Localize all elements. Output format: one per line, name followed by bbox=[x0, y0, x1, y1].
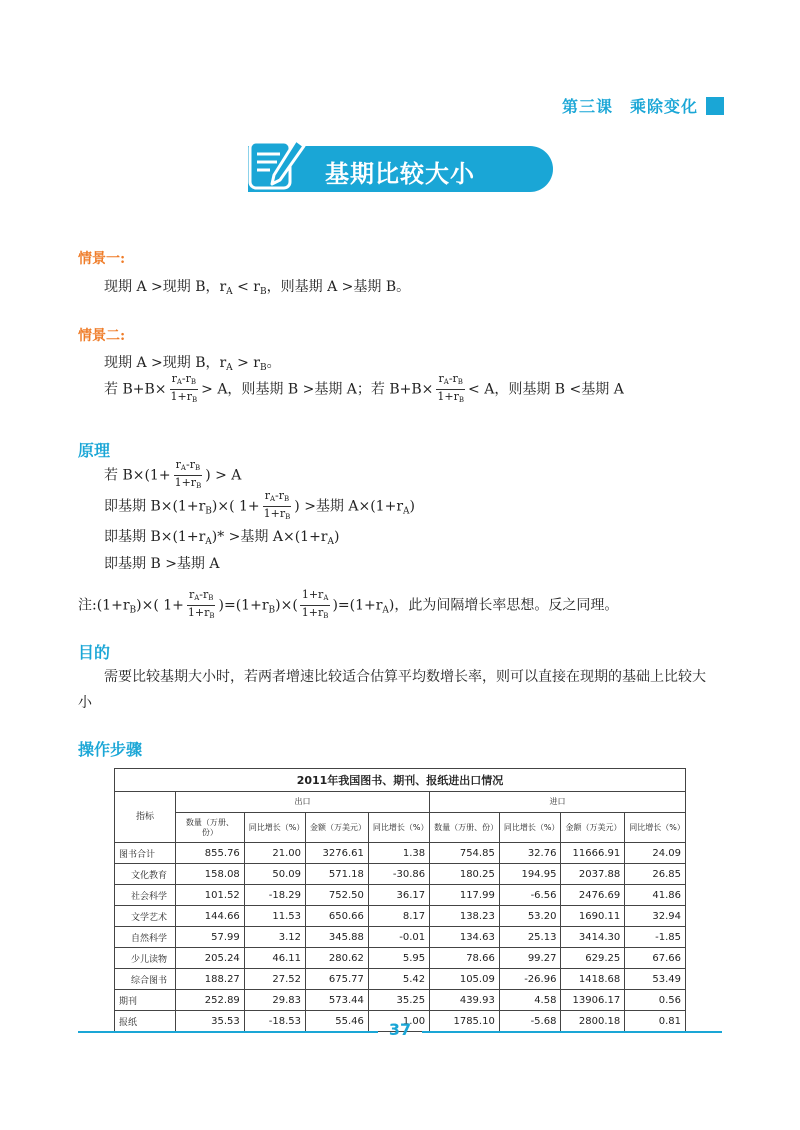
table-cell: 629.25 bbox=[561, 948, 625, 969]
page-header bbox=[562, 94, 724, 117]
col-export-yoy2: 同比增长（%） bbox=[368, 813, 429, 843]
table-cell: 188.27 bbox=[176, 969, 245, 990]
table-cell: 0.81 bbox=[625, 1011, 686, 1032]
col-import-yoy: 同比增长（%） bbox=[499, 813, 561, 843]
col-import-yoy2: 同比增长（%） bbox=[625, 813, 686, 843]
table-cell: -18.29 bbox=[244, 885, 305, 906]
trade-table bbox=[114, 768, 686, 1032]
purpose-line2: 小 bbox=[78, 695, 92, 711]
purpose-heading: 目的 bbox=[78, 643, 111, 662]
table-cell: 101.52 bbox=[176, 885, 245, 906]
footer-line-left bbox=[78, 1031, 378, 1033]
table-cell: -0.01 bbox=[368, 927, 429, 948]
table-cell: 1.38 bbox=[368, 843, 429, 864]
table-cell: -30.86 bbox=[368, 864, 429, 885]
row-label: 文化教育 bbox=[115, 864, 176, 885]
scene1-heading: 情景一: bbox=[78, 251, 126, 267]
col-export: 出口 bbox=[176, 792, 430, 813]
table-cell: 67.66 bbox=[625, 948, 686, 969]
table-row bbox=[115, 927, 686, 948]
principle-line4: 即基期 B >基期 A bbox=[104, 556, 220, 572]
table-cell: 3414.30 bbox=[561, 927, 625, 948]
table-cell: 117.99 bbox=[430, 885, 500, 906]
table-cell: 1418.68 bbox=[561, 969, 625, 990]
table-cell: 1785.10 bbox=[430, 1011, 500, 1032]
table-cell: 158.08 bbox=[176, 864, 245, 885]
notepad-pencil-icon bbox=[244, 132, 310, 198]
table-cell: 194.95 bbox=[499, 864, 561, 885]
table-cell: 13906.17 bbox=[561, 990, 625, 1011]
table-cell: 8.17 bbox=[368, 906, 429, 927]
principle-line1: 若 B×(1+ $\frac{r_A-r_B}{1+r_B}$ ) > A bbox=[104, 458, 242, 490]
table-cell: -26.96 bbox=[499, 969, 561, 990]
table-cell: 32.94 bbox=[625, 906, 686, 927]
table-cell: 25.13 bbox=[499, 927, 561, 948]
table-cell: 180.25 bbox=[430, 864, 500, 885]
col-export-amt: 金额（万美元） bbox=[306, 813, 369, 843]
table-cell: 1690.11 bbox=[561, 906, 625, 927]
table-cell: 855.76 bbox=[176, 843, 245, 864]
table-cell: 78.66 bbox=[430, 948, 500, 969]
table-cell: 134.63 bbox=[430, 927, 500, 948]
steps-heading: 操作步骤 bbox=[78, 740, 143, 759]
table-row bbox=[115, 843, 686, 864]
table-cell: 754.85 bbox=[430, 843, 500, 864]
table-row bbox=[115, 948, 686, 969]
table-cell: 21.00 bbox=[244, 843, 305, 864]
table-cell: 675.77 bbox=[306, 969, 369, 990]
scene1-line: 现期 A >现期 B，$r_A < r_B$，则基期 A >基期 B。 bbox=[104, 279, 411, 297]
row-label: 报纸 bbox=[115, 1011, 176, 1032]
table-title: 2011年我国图书、期刊、报纸进出口情况 bbox=[115, 769, 686, 792]
table-cell: 11.53 bbox=[244, 906, 305, 927]
table-cell: 252.89 bbox=[176, 990, 245, 1011]
table-cell: 27.52 bbox=[244, 969, 305, 990]
table-cell: 650.66 bbox=[306, 906, 369, 927]
table-cell: 24.09 bbox=[625, 843, 686, 864]
table-cell: 29.83 bbox=[244, 990, 305, 1011]
table-cell: 280.62 bbox=[306, 948, 369, 969]
purpose-line1: 需要比较基期大小时，若两者增速比较适合估算平均数增长率，则可以直接在现期的基础上比较大 bbox=[104, 669, 706, 685]
table-cell: 2800.18 bbox=[561, 1011, 625, 1032]
row-label: 图书合计 bbox=[115, 843, 176, 864]
table-row bbox=[115, 906, 686, 927]
table-cell: 46.11 bbox=[244, 948, 305, 969]
table-cell: 3276.61 bbox=[306, 843, 369, 864]
col-export-qty: 数量（万册、份） bbox=[176, 813, 245, 843]
table-cell: 752.50 bbox=[306, 885, 369, 906]
table-cell: 105.09 bbox=[430, 969, 500, 990]
scene2-heading: 情景二: bbox=[78, 328, 126, 344]
scene2-line1: 现期 A >现期 B，$r_A > r_B$。 bbox=[104, 355, 281, 373]
table-cell: 5.42 bbox=[368, 969, 429, 990]
col-import-amt: 金额（万美元） bbox=[561, 813, 625, 843]
row-label: 社会科学 bbox=[115, 885, 176, 906]
note-line: 注$:(1+r_B)\times$( 1+ $\frac{r_A-r_B}{1+r_B}$ )$=(1+r_B)\times$( $\frac{1+r_A}{1+r_B}$ )$=(1+r_A)$，此为间隔增长率思想。反之同理。 bbox=[78, 588, 619, 620]
table-cell: 571.18 bbox=[306, 864, 369, 885]
footer-line-right bbox=[422, 1031, 722, 1033]
table-cell: 11666.91 bbox=[561, 843, 625, 864]
table-cell: 57.99 bbox=[176, 927, 245, 948]
table-cell: 35.53 bbox=[176, 1011, 245, 1032]
scene2-line2: 若 B+B× $\frac{r_A-r_B}{1+r_B}$ > A，则基期 B >基期 A；若 B+B× $\frac{r_A-r_B}{1+r_B}$ < A，则基期 B <基期 A bbox=[104, 372, 624, 404]
row-label: 自然科学 bbox=[115, 927, 176, 948]
table-cell: 35.25 bbox=[368, 990, 429, 1011]
table-cell: 41.86 bbox=[625, 885, 686, 906]
note-tail: 此为间隔增长率思想。反之同理。 bbox=[408, 597, 619, 614]
col-export-yoy: 同比增长（%） bbox=[244, 813, 305, 843]
table-row bbox=[115, 864, 686, 885]
table-row bbox=[115, 885, 686, 906]
table-cell: 3.12 bbox=[244, 927, 305, 948]
page-number: 37 bbox=[388, 1020, 412, 1039]
table-cell: 99.27 bbox=[499, 948, 561, 969]
table-cell: -1.85 bbox=[625, 927, 686, 948]
table-row bbox=[115, 969, 686, 990]
principle-line3: 即基期 $B\times(1+r_A)*$ >基期 $A\times(1+r_A)$ bbox=[104, 529, 340, 547]
table-cell: 55.46 bbox=[306, 1011, 369, 1032]
table-cell: 36.17 bbox=[368, 885, 429, 906]
table-cell: -18.53 bbox=[244, 1011, 305, 1032]
table-cell: 0.56 bbox=[625, 990, 686, 1011]
table-cell: 144.66 bbox=[176, 906, 245, 927]
table-cell: 573.44 bbox=[306, 990, 369, 1011]
row-label: 文学艺术 bbox=[115, 906, 176, 927]
table-cell: 53.49 bbox=[625, 969, 686, 990]
row-label: 少儿读物 bbox=[115, 948, 176, 969]
table-cell: 1.00 bbox=[368, 1011, 429, 1032]
table-cell: -6.56 bbox=[499, 885, 561, 906]
header-accent-block bbox=[706, 97, 724, 115]
col-indicator: 指标 bbox=[115, 792, 176, 843]
table-cell: 439.93 bbox=[430, 990, 500, 1011]
table-cell: 205.24 bbox=[176, 948, 245, 969]
table-cell: 26.85 bbox=[625, 864, 686, 885]
table-cell: 2037.88 bbox=[561, 864, 625, 885]
principle-line2: 即基期 $B\times(1+r_B)\times$( 1+ $\frac{r_A-r_B}{1+r_B}$ ) >基期 $A\times(1+r_A)$ bbox=[104, 489, 415, 521]
table-cell: 4.58 bbox=[499, 990, 561, 1011]
lesson-title: 第三课 乘除变化 bbox=[561, 97, 698, 116]
table-row bbox=[115, 990, 686, 1011]
table-cell: 53.20 bbox=[499, 906, 561, 927]
table-cell: 138.23 bbox=[430, 906, 500, 927]
table-cell: -5.68 bbox=[499, 1011, 561, 1032]
table-cell: 5.95 bbox=[368, 948, 429, 969]
col-import-qty: 数量（万册、份） bbox=[430, 813, 500, 843]
row-label: 期刊 bbox=[115, 990, 176, 1011]
row-label: 综合图书 bbox=[115, 969, 176, 990]
col-import: 进口 bbox=[430, 792, 686, 813]
table-cell: 2476.69 bbox=[561, 885, 625, 906]
principle-heading: 原理 bbox=[78, 441, 111, 460]
table-cell: 50.09 bbox=[244, 864, 305, 885]
table-cell: 32.76 bbox=[499, 843, 561, 864]
section-title: 基期比较大小 bbox=[325, 160, 475, 188]
table-cell: 345.88 bbox=[306, 927, 369, 948]
note-label: 注: bbox=[78, 597, 97, 614]
